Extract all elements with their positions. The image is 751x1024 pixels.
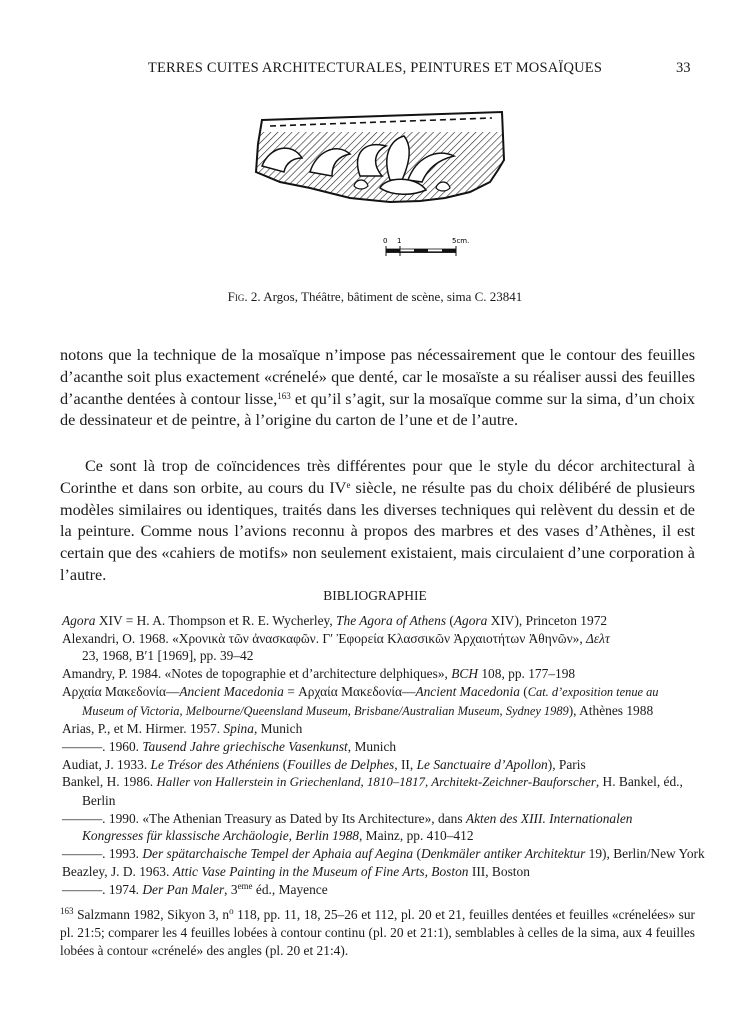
bib-entry: Amandry, P. 1984. «Notes de topographie et d’architecture delphiques», BCH 108, pp. 177–198: [62, 666, 576, 682]
bib-entry: ———. 1974. Der Pan Maler, 3eme éd., Mayence: [62, 880, 328, 897]
figure-caption-label: Fig. 2.: [227, 289, 261, 304]
bibliography-heading: BIBLIOGRAPHIE: [323, 588, 427, 603]
footnote-ref-163: 163: [277, 390, 291, 401]
body-paragraph-1: notons que la technique de la mosaïque n’impose pas nécessairement que le contour des feuilles d’acanthe soit plus exactement «crénelé» que denté, car le mosaïste a su réaliser aussi des feuilles d’acanthe dentées à contour lisse,$^{163}$ et qu’il s’agit, sur la mosaïque comme sur la sima, d’un choix de dessinateur et de peintre, à l’origine du carton de l’une et de l’autre.: [60, 346, 696, 430]
lotus-bud-small: [354, 180, 368, 189]
scale-label-one: 1: [397, 237, 402, 245]
figure-caption-text: Argos, Théâtre, bâtiment de scène, sima C. 23841: [263, 289, 523, 304]
bib-entry: ———. 1960. Tausend Jahre griechische Vasenkunst, Munich: [62, 738, 397, 754]
bib-entry: Audiat, J. 1933. Le Trésor des Athéniens (Fouilles de Delphes, II, Le Sanctuaire d’Apollon), Paris: [62, 756, 586, 772]
scale-label-zero: 0: [383, 237, 388, 245]
running-head: TERRES CUITES ARCHITECTURALES, PEINTURES ET MOSAÏQUES: [147, 60, 603, 76]
bibliography-list: [62, 612, 705, 898]
lotus-bud-right: [436, 182, 450, 191]
bib-entry: ———. 1990. «The Athenian Treasury as Dated by Its Architecture», dans Akten des XIII. Internationalen Kongresses für klassische Archäologie, Berlin 1988, Mainz, pp. 410–412: [62, 810, 633, 844]
figure-sima-drawing: [240, 106, 530, 276]
body-paragraph-2: Ce sont là trop de coïncidences très différentes pour que le style du décor architectural à Corinthe et dans son orbite, au cours du IVe siècle, ne résulte pas du choix délibéré de plusieurs modèles similaires ou identiques, traités dans les diverses techniques qui relèvent du dessin et de la peinture. Comme nous l’avions reconnu à propos des marbres et des vases d’Athènes, il est certain que des «cahiers de motifs» non seulement existaient, mais circulaient d’une corporation à l’autre.: [60, 457, 695, 584]
footnote-number: 163: [60, 906, 74, 916]
scale-bar: [383, 237, 469, 256]
bib-entry: Arias, P., et M. Hirmer. 1957. Spina, Munich: [62, 721, 303, 737]
bib-entry: Agora XIV = H. A. Thompson et R. E. Wycherley, The Agora of Athens (Agora XIV), Princeton 1972: [62, 613, 608, 628]
page-number: 33: [676, 60, 691, 76]
bib-entry: ———. 1993. Der spätarchaische Tempel der Aphaia auf Aegina (Denkmäler antiker Architektur 19), Berlin/New York: [62, 846, 705, 862]
bib-entry: Beazley, J. D. 1963. Attic Vase Painting in the Museum of Fine Arts, Boston III, Boston: [62, 863, 530, 879]
figure-caption: [60, 289, 690, 305]
bib-entry: Αρχαία Μακεδονία—Ancient Macedonia = Αρχαία Μακεδονία—Ancient Macedonia (Cat. d’exposition tenue au Museum of Victoria, Melbourne/Queensland Museum, Brisbane/Australian Museum, Sydney 1989), Athènes 1988: [62, 683, 659, 718]
bib-entry: Bankel, H. 1986. Haller von Hallerstein in Griechenland, 1810–1817, Architekt-Zeichner-Bauforscher, H. Bankel, éd., Berlin: [62, 774, 683, 809]
sima-fragment-drawing: [240, 106, 530, 276]
scale-label-end: 5cm.: [452, 237, 470, 245]
footnote-163: $^{163}$ Salzmann 1982, Sikyon 3, $n^o$ 118, pp. 11, 18, 25–26 et 112, pl. 20 et 21, feuilles dentées et feuilles «crénelées» sur pl. 21:5; comparer les 4 feuilles lobées à contour continu (pl. 20 et 21:1), semblables à celles de la sima, aux 4 feuilles lobées à contour «crénelé» des angles (pl. 20 et 21:4).: [60, 906, 696, 958]
bib-entry: Alexandri, O. 1968. «Χρονικὰ τῶν ἀνασκαφῶν. Γ′ Ἐφορεία Κλασσικῶν Ἀρχαιοτήτων Ἀθηνῶν», Δελτ 23, 1968, B′1 [1969], pp. 39–42: [62, 630, 610, 664]
